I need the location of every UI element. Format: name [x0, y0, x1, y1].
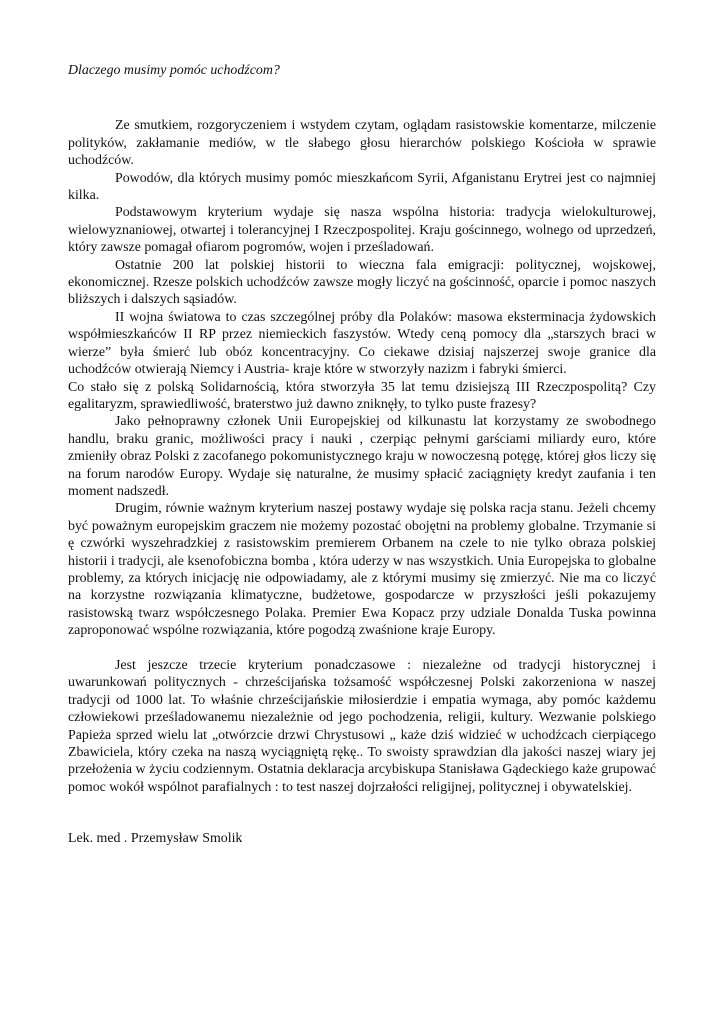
signature: Lek. med . Przemysław Smolik [68, 831, 243, 847]
paragraph: Jako pełnoprawny członek Unii Europejskiej od kilkunastu lat korzystamy ze swobodnego handlu, braku granic, możliwości pracy i nauki , czerpiąc pełnymi garściami miliardy euro, które zmieniły obraz Polski z zacofanego pokomunistycznego kraju w nowoczesną potęgę, której głos liczy się na forum narodów Europy. Wydaje się naturalne, że musimy spłacić zaciągnięty kredyt zaufania i ten moment nadszedł. [68, 414, 656, 499]
paragraph: Drugim, równie ważnym kryterium naszej postawy wydaje się polska racja stanu. Jeżeli chcemy być poważnym europejskim graczem nie możemy pozostać obojętni na problemy globalne. Trzymanie si ę czwórki wyszehradzkiej z rasistowskim premierem Orbanem na czele to nie tylko obraza polskiej historii i tradycji, ale ksenofobiczna bomba , która uderzy w nas wszystkich. Unia Europejska to globalne problemy, za których inicjację nie odpowiadamy, ale z którymi musimy się zmierzyć. Nie ma co liczyć na korzystne rozwiązania klimatyczne, budżetowe, gospodarcze w przyszłości jeśli pokazujemy rasistowską twarz współczesnego Polaka. Premier Ewa Kopacz przy udziale Donalda Tuska powinna zaproponować wspólne rozwiązania, które pogodzą zwaśnione kraje Europy. [68, 501, 656, 639]
paragraph: Podstawowym kryterium wydaje się nasza wspólna historia: tradycja wielokulturowej, wielowyznaniowej, otwartej i tolerancyjnej I Rzeczpospolitej. Kraju gościnnego, wolnego od uprzedzeń, który zawsze pomagał ofiarom pogromów, wojen i prześladowań. [68, 205, 656, 256]
paragraph: Ostatnie 200 lat polskiej historii to wieczna fala emigracji: politycznej, wojskowej, ekonomicznej. Rzesze polskich uchodźców zawsze mogły liczyć na gościnność, oparcie i pomoc naszych bliższych i dalszych sąsiadów. [68, 257, 656, 308]
paragraph: Jest jeszcze trzecie kryterium ponadczasowe : niezależne od tradycji historycznej i uwarunkowań politycznych - chrześcijańska tożsamość współczesnej Polski zakorzeniona w naszej tradycji od 1000 lat. To właśnie chrześcijańskie miłosierdzie i empatia wymaga, aby pomóc każdemu człowiekowi prześladowanemu niezależnie od jego pochodzenia, religii, kultury. Wezwanie polskiego Papieża sprzed wielu lat „otwórzcie drzwi Chrystusowi „ każe dziś widzieć w uchodźcach cierpiącego Zbawiciela, który czeka na naszą wyciągniętą rękę.. To swoisty sprawdzian dla jakości naszej wiary jej przełożenia w życiu codziennym. Ostatnia deklaracja arcybiskupa Stanisława Gądeckiego każe grupować pomoc wokół wspólnot parafialnych : to test naszej dojrzałości religijnej, politycznej i obywatelskiej. [68, 657, 656, 795]
paragraph-spacer [68, 640, 656, 657]
document-title: Dlaczego musimy pomóc uchodźcom? [68, 63, 280, 78]
paragraph: II wojna światowa to czas szczególnej próby dla Polaków: masowa eksterminacja żydowskich współmieszkańców II RP przez niemieckich faszystów. Wtedy ceną pomocy dla „starszych braci w wierze” była śmierć lub obóz koncentracyjny. Co ciekawe dzisiaj najszerzej swoje granice dla uchodźców otwierają Niemcy i Austria- kraje które w stworzyły nazizm i fabryki śmierci. [68, 309, 656, 378]
paragraph: Co stało się z polską Solidarnością, która stworzyła 35 lat temu dzisiejszą III Rzeczpospolitą? Czy egalitaryzm, sprawiedliwość, braterstwo już dawno zniknęły, to tylko puste frazesy? [68, 379, 656, 412]
paragraph: Ze smutkiem, rozgoryczeniem i wstydem czytam, oglądam rasistowskie komentarze, milczenie polityków, zakłamanie mediów, w tle słabego głosu hierarchów polskiego Kościoła w sprawie uchodźców. [68, 118, 656, 169]
paragraph: Powodów, dla których musimy pomóc mieszkańcom Syrii, Afganistanu Erytrei jest co najmniej kilka. [68, 170, 656, 204]
document-page [68, 62, 656, 862]
